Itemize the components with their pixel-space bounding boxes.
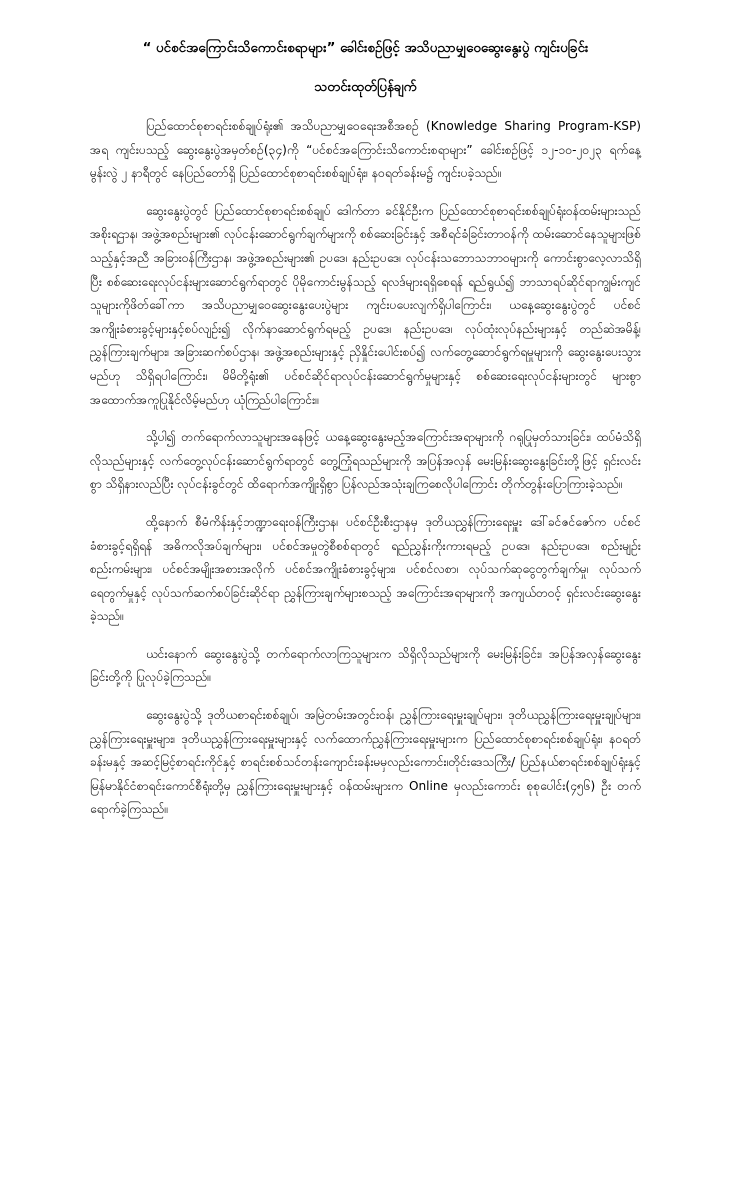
paragraph-discussion: ယင်းနောက် ဆွေးနွေးပွဲသို့ တက်ရောက်လာကြသူများက သိရှိလိုသည်များကို မေးမြန်းခြင်း၊ အပြန်အလှန်ဆွေးနွေးခြင်းတို့ကို ပြုလုပ်ခဲ့ကြသည်။ — [90, 646, 641, 685]
title-headline: “ ပင်စင်အကြောင်းသိကောင်းစရာများ” ခေါင်းစဉ်ဖြင့် အသိပညာမျှဝေဆွေးနွေးပွဲ ကျင်းပခြင်း — [142, 41, 589, 56]
paragraph-attendance: ဆွေးနွေးပွဲသို့ ဒုတိယစာရင်းစစ်ချုပ်၊ အမြဲတမ်းအတွင်းဝန်၊ ညွှန်ကြားရေးမှူးချုပ်များ၊ ဒုတိယညွှန်ကြားရေးမှူးချုပ်များ၊ ညွှန်ကြားရေးမှူးများ၊ ဒုတိယညွှန်ကြားရေးမှူးများနှင့် လက်ထောက်ညွှန်ကြားရေးမှူးများက ပြည်ထောင်စုစာရင်းစစ်ချုပ်ရုံး၊ နဝရတ်ခန်းမနှင့် အဆင့်မြင့်စာရင်းကိုင်နှင့် စာရင်းစစ်သင်တန်းကျောင်းခန်းမမှလည်းကောင်း၊တိုင်းဒေသကြီး/ ပြည်နယ်စာရင်းစစ်ချုပ်ရုံးနှင့် မြန်မာနိုင်ငံစာရင်းကောင်စီရုံးတို့မှ ညွှန်ကြားရေးမှူးများနှင့် ဝန်ထမ်းများက Online မှလည်းကောင်း စုစုပေါင်း(၄၅၆) ဦး တက်ရောက်ခဲ့ကြသည်။ — [90, 708, 641, 817]
document-body — [90, 115, 641, 822]
paragraph-exhortation: သို့ပါ၍ တက်ရောက်လာသူများအနေဖြင့် ယနေ့ဆွေးနွေးမည့်အကြောင်းအရာများကို ဂရုပြုမှတ်သားခြင်း၊ ထပ်မံသိရှိလိုသည်များနှင့် လက်တွေ့လုပ်ငန်းဆောင်ရွက်ရာတွင် တွေ့ကြုံရသည်များကို အပြန်အလှန် မေးမြန်းဆွေးနွေးခြင်းတို့ဖြင့် ရှင်းလင်းစွာ သိရှိနားလည်ပြီး လုပ်ငန်းခွင်တွင် ထိရောက်အကျိုးရှိစွာ ပြန်လည်အသုံးချကြစေလိုပါကြောင်း တိုက်တွန်းပြောကြားခဲ့သည်။ — [90, 430, 641, 492]
document-title — [90, 34, 641, 103]
paragraph-intro: ပြည်ထောင်စုစာရင်းစစ်ချုပ်ရုံး၏ အသိပညာမျှဝေရေးအစီအစဉ် (Knowledge Sharing Program-KSP) အရ ကျင်းပသည့် ဆွေးနွေးပွဲအမှတ်စဉ်(၃၄)ကို “ပင်စင်အကြောင်းသိကောင်းစရာများ” ခေါင်းစဉ်ဖြင့် ၁၂-၁၀-၂၀၂၃ ရက်နေ့ မွန်းလွဲ ၂ နာရီတွင် နေပြည်တော်ရှိ ပြည်ထောင်စုစာရင်းစစ်ချုပ်ရုံး၊ နဝရတ်ခန်းမ၌ ကျင်းပခဲ့သည်။ — [90, 119, 641, 181]
paragraph-presentation: ထို့နောက် စီမံကိန်းနှင့်ဘဏ္ဍာရေးဝန်ကြီးဌာန၊ ပင်စင်ဦးစီးဌာနမှ ဒုတိယညွှန်ကြားရေးမှူး ဒေါ်ခင်ဇင်ဇော်က ပင်စင်ခံစားခွင့်ရရှိရန် အဓိကလိုအပ်ချက်များ၊ ပင်စင်အမှုတွဲစီစစ်ရာတွင် ရည်ညွှန်းကိုးကားရမည့် ဥပဒေ၊ နည်းဥပဒေ၊ စည်းမျဉ်းစည်းကမ်းများ၊ ပင်စင်အမျိုးအစားအလိုက် ပင်စင်အကျိုးခံစားခွင့်များ၊ ပင်စင်လစာ၊ လုပ်သက်ဆုငွေတွက်ချက်မှု၊ လုပ်သက်ရေတွက်မှုနှင့် လုပ်သက်ဆက်စပ်ခြင်းဆိုင်ရာ ညွှန်ကြားချက်များစသည့် အကြောင်းအရာများကို အကျယ်တဝင့် ရှင်းလင်းဆွေးနွေးခဲ့သည်။ — [90, 514, 641, 624]
paragraph-opening-speech: ဆွေးနွေးပွဲတွင် ပြည်ထောင်စုစာရင်းစစ်ချုပ် ဒေါက်တာ ခင်နိုင်ဦးက ပြည်ထောင်စုစာရင်းစစ်ချုပ်ရုံးဝန်ထမ်းများသည် အစိုးရဌာန၊ အဖွဲ့အစည်းများ၏ လုပ်ငန်းဆောင်ရွက်ချက်များကို စစ်ဆေးခြင်းနှင့် အစီရင်ခံခြင်းတာဝန်ကို ထမ်းဆောင်နေသူများဖြစ်သည့်နှင့်အညီ အခြားဝန်ကြီးဌာန၊ အဖွဲ့အစည်းများ၏ ဥပဒေ၊ နည်းဥပဒေ၊ လုပ်ငန်းသဘောသဘာဝများကို ကောင်းစွာလေ့လာသိရှိပြီး စစ်ဆေးရေးလုပ်ငန်းများဆောင်ရွက်ရာတွင် ပိုမိုကောင်းမွန်သည့် ရလဒ်များရရှိစေရန် ရည်ရွယ်၍ ဘာသာရပ်ဆိုင်ရာကျွမ်းကျင်သူများကိုဖိတ်ခေါ်ကာ အသိပညာမျှဝေဆွေးနွေးပေးပွဲများ ကျင်းပပေးလျက်ရှိပါကြောင်း၊ ယနေ့ဆွေးနွေးပွဲတွင် ပင်စင်အကျိုးခံစားခွင့်များနှင့်စပ်လျဉ်း၍ လိုက်နာဆောင်ရွက်ရမည့် ဥပဒေ၊ နည်းဥပဒေ၊ လုပ်ထုံးလုပ်နည်းများနှင့် တည်ဆဲအမိန့်၊ ညွှန်ကြားချက်များ၊ အခြားဆက်စပ်ဌာန၊ အဖွဲ့အစည်းများနှင့် ညှိနှိုင်းပေါင်းစပ်၍ လက်တွေ့ဆောင်ရွက်ရမှုများကို ဆွေးနွေးပေးသွားမည်ဟု သိရှိရပါကြောင်း၊ မိမိတို့ရုံး၏ ပင်စင်ဆိုင်ရာလုပ်ငန်းဆောင်ရွက်မှုများနှင့် စစ်ဆေးရေးလုပ်ငန်းများတွင် များစွာအထောက်အကူပြုနိုင်လိမ့်မည်ဟု ယုံကြည်ပါကြောင်း။ — [90, 203, 641, 407]
title-press-release-label: သတင်းထုတ်ပြန်ချက် — [314, 80, 417, 95]
